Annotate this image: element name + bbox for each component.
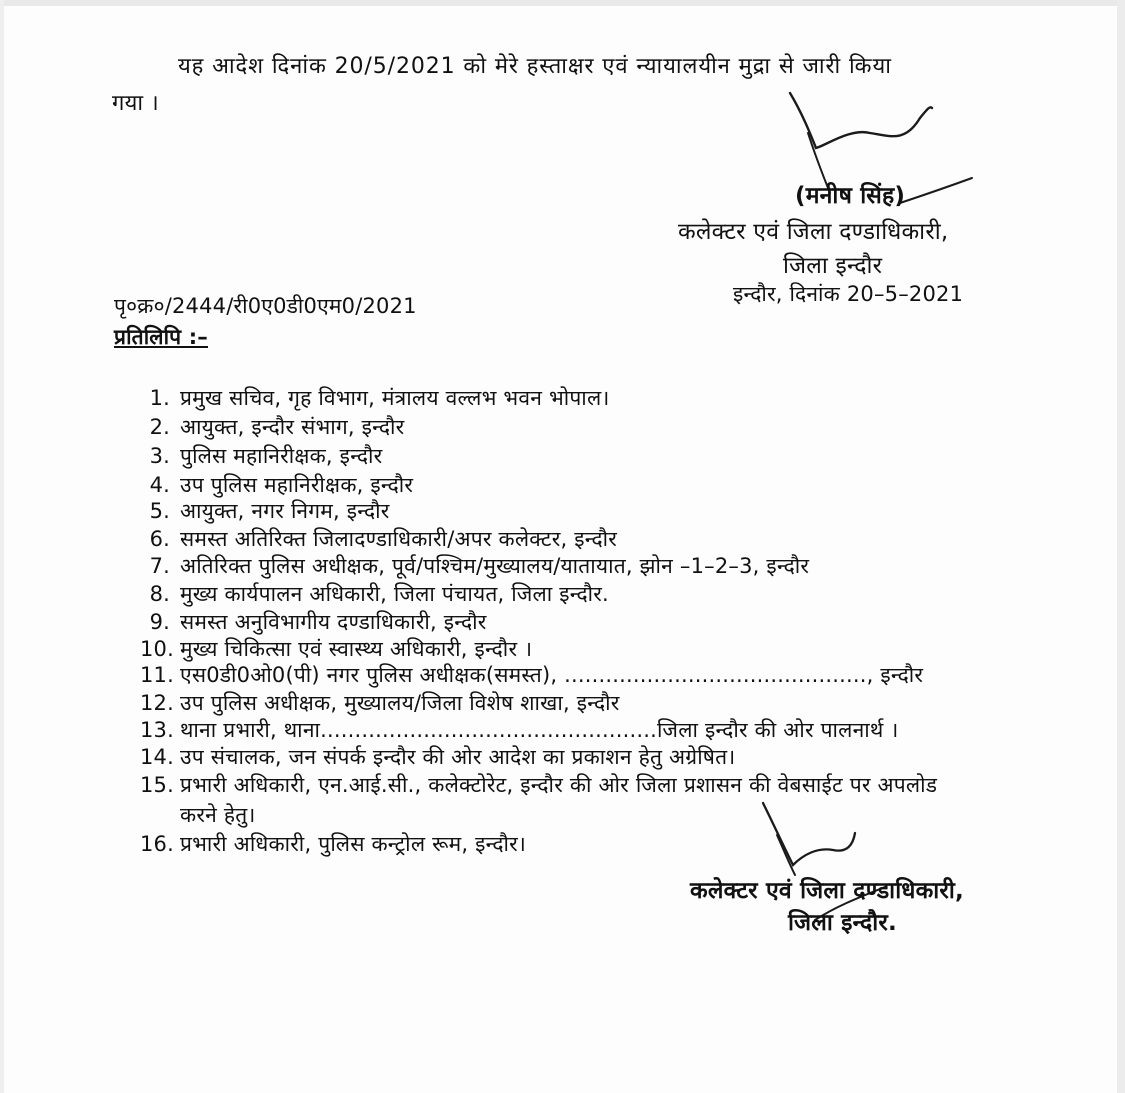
list-item: 3. पुलिस महानिरीक्षक, इन्दौर <box>149 444 383 468</box>
list-item: 11. एस0डी0ओ0(पी) नगर पुलिस अधीक्षक(समस्त), ............................................, इन्दौर <box>140 663 924 687</box>
list-item: 12. उप पुलिस अधीक्षक, मुख्यालय/जिला विशेष शाखा, इन्दौर <box>140 691 620 715</box>
signatory-designation: कलेक्टर एवं जिला दण्डाधिकारी, <box>678 219 949 245</box>
signatory-district: जिला इन्दौर <box>783 253 883 279</box>
list-item: 7. अतिरिक्त पुलिस अधीक्षक, पूर्व/पश्चिम/मुख्यालय/यातायात, झोन –1–2–3, इन्दौर <box>149 554 810 578</box>
list-item: 16. प्रभारी अधिकारी, पुलिस कन्ट्रोल रूम, इन्दौर। <box>140 832 527 856</box>
signatory2-district: जिला इन्दौर. <box>788 910 897 936</box>
page-edge-left <box>0 0 4 1093</box>
place-date: इन्दौर, दिनांक 20–5–2021 <box>733 282 964 306</box>
list-item: 2. आयुक्त, इन्दौर संभाग, इन्दौर <box>149 415 405 439</box>
list-item-continuation: करने हेतु। <box>180 803 256 827</box>
list-item: 6. समस्त अतिरिक्त जिलादण्डाधिकारी/अपर कलेक्टर, इन्दौर <box>149 527 618 551</box>
list-item: 14. उप संचालक, जन संपर्क इन्दौर की ओर आदेश का प्रकाशन हेतु अग्रेषित। <box>140 745 736 769</box>
order-paragraph-line1: यह आदेश दिनांक 20/5/2021 को मेरे हस्ताक्षर एवं न्यायालयीन मुद्रा से जारी किया <box>178 54 892 79</box>
list-item: 4. उप पुलिस महानिरीक्षक, इन्दौर <box>149 473 414 497</box>
signatory-name: (मनीष सिंह) <box>795 183 906 209</box>
list-item: 10. मुख्य चिकित्सा एवं स्वास्थ्य अधिकारी, इन्दौर । <box>140 637 533 661</box>
memo-reference: पृ०क्र०/2444/री0ए0डी0एम0/2021 <box>114 294 417 318</box>
list-item: 8. मुख्य कार्यपालन अधिकारी, जिला पंचायत, जिला इन्दौर. <box>149 582 609 606</box>
list-item: 13. थाना प्रभारी, थाना.................................................जिला इन्दौर की ओर पालनार्थ । <box>140 718 899 742</box>
page-edge-right <box>1117 0 1125 1093</box>
page-edge-top <box>0 0 1125 6</box>
list-item: 9. समस्त अनुविभागीय दण्डाधिकारी, इन्दौर <box>149 610 487 634</box>
signatory2-designation: कलेक्टर एवं जिला दण्डाधिकारी, <box>690 878 964 904</box>
copy-heading: प्रतिलिपि :– <box>114 325 209 349</box>
list-item: 15. प्रभारी अधिकारी, एन.आई.सी., कलेक्टोरेट, इन्दौर की ओर जिला प्रशासन की वेबसाईट पर अपलोड <box>140 773 938 797</box>
list-item: 5. आयुक्त, नगर निगम, इन्दौर <box>149 499 390 523</box>
list-item: 1. प्रमुख सचिव, गृह विभाग, मंत्रालय वल्लभ भवन भोपाल। <box>149 386 610 410</box>
order-paragraph-line2: गया । <box>112 91 159 116</box>
